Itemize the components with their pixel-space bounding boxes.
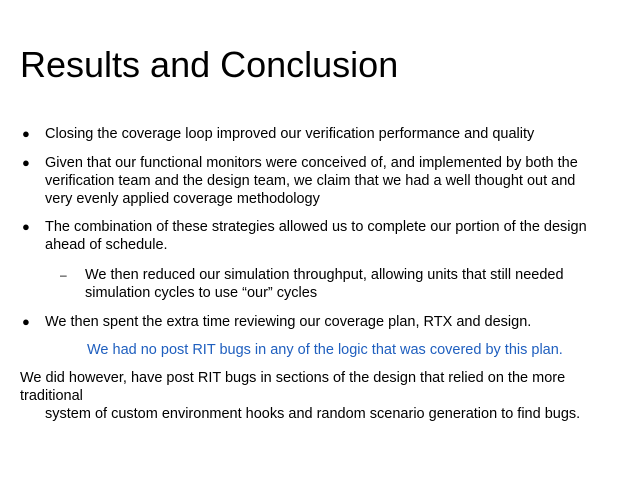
dash-icon: – — [60, 268, 67, 282]
closing-line-1: We did however, have post RIT bugs in sections of the design that relied on the more traditional — [20, 370, 566, 404]
sub-bullet-item-1 — [0, 266, 638, 302]
bullet-text: The combination of these strategies allowed us to complete our portion of the design ahead of schedule. — [45, 219, 587, 253]
bullet-text: We then spent the extra time reviewing our coverage plan, RTX and design. — [45, 314, 532, 330]
bullet-item-3 — [0, 218, 638, 254]
bullet-dot-icon: ● — [22, 126, 30, 141]
bullet-text: Closing the coverage loop improved our verification performance and quality — [45, 126, 535, 142]
highlight-statement: We had no post RIT bugs in any of the logic that was covered by this plan. — [87, 342, 563, 358]
bullet-dot-icon: ● — [22, 219, 30, 234]
sub-bullet-text: We then reduced our simulation throughput, allowing units that still needed simulation cycles to use “our” cycles — [85, 267, 564, 301]
bullet-text: Given that our functional monitors were conceived of, and implemented by both the verification team and the design team, we claim that we had a well thought out and very evenly applied coverage methodology — [45, 155, 578, 207]
bullet-item-2 — [0, 154, 638, 208]
closing-line-2: system of custom environment hooks and random scenario generation to find bugs. — [45, 406, 581, 422]
bullet-dot-icon: ● — [22, 314, 30, 329]
bullet-item-1 — [0, 125, 638, 143]
bullet-dot-icon: ● — [22, 155, 30, 170]
slide-title: Results and Conclusion — [20, 44, 399, 85]
bullet-item-4 — [0, 313, 638, 331]
closing-paragraph — [20, 369, 630, 423]
